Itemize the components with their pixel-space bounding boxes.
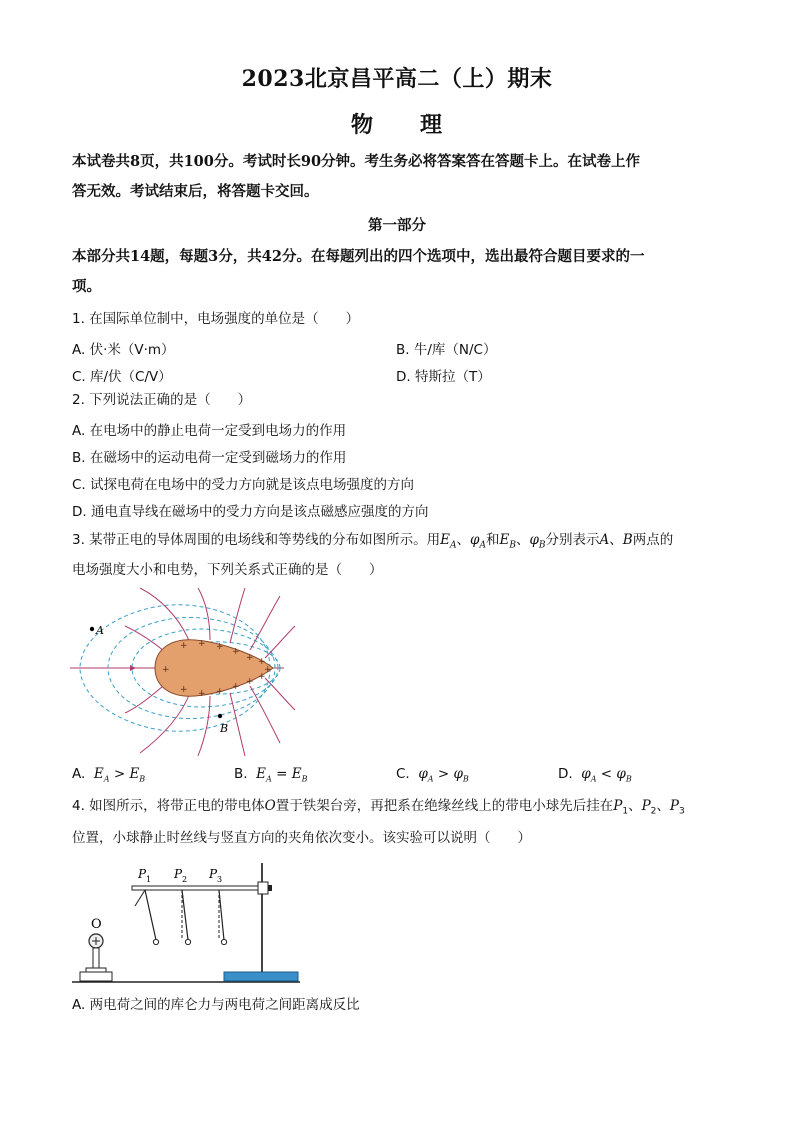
charged-conductor: [155, 640, 273, 696]
instructions-line-2: 答无效。考试结束后，将答题卡交回。: [72, 183, 319, 200]
question-3-stem: 3. 某带正电的导体周围的电场线和等势线的分布如图所示。用$E_A$、$\varphi_A$和$E_B$、$\varphi_B$分别表示A、B两点的: [72, 532, 674, 551]
svg-text:2: 2: [182, 875, 188, 884]
crossbar: [132, 886, 262, 890]
p2-label: P: [174, 867, 183, 881]
question-2-option-b: B. 在磁场中的运动电荷一定受到磁场力的作用: [72, 450, 347, 466]
q3-phi-b: $\varphi_B$: [529, 532, 546, 551]
point-a: [90, 627, 94, 631]
p1-label: P: [138, 867, 147, 881]
question-3-option-c: C. $\varphi_A > \varphi_B$: [396, 766, 469, 784]
question-4-stem-line-2: 位置，小球静止时丝线与竖直方向的夹角依次变小。该实验可以说明（ ）: [72, 830, 531, 846]
part-1-description: [72, 242, 722, 302]
q3-stem-part-a: 3. 某带正电的导体周围的电场线和等势线的分布如图所示。用: [72, 532, 441, 548]
field-line: [140, 693, 190, 753]
question-1-option-a: A. 伏·米（V·m）: [72, 342, 175, 358]
ball-p1: [153, 939, 158, 944]
thread-p2: [182, 890, 188, 940]
question-1-option-c: C. 库/伏（C/V）: [72, 369, 172, 385]
question-2-option-c: C. 试探电荷在电场中的受力方向就是该点电场强度的方向: [72, 477, 415, 493]
question-3-option-b: B. $E_A = E_B$: [234, 766, 308, 784]
question-1-stem: 1. 在国际单位制中，电场强度的单位是（ ）: [72, 311, 360, 327]
field-arrow: [130, 665, 136, 671]
field-line: [250, 686, 280, 743]
q3-phi-a: $\varphi_A$: [470, 532, 486, 551]
svg-text:+: +: [258, 657, 266, 667]
part-1-heading: 第一部分: [368, 217, 426, 234]
question-4-option-a: A. 两电荷之间的库仑力与两电荷之间距离成反比: [72, 997, 360, 1013]
point-b: [218, 714, 222, 718]
svg-text:+: +: [198, 639, 206, 649]
electric-field-figure: [70, 588, 300, 758]
svg-text:+: +: [216, 687, 224, 697]
question-4-stem: 4. 如图所示，将带正电的带电体O置于铁架台旁，再把系在绝缘丝线上的带电小球先后挂在$P_1$、$P_2$、$P_3$: [72, 798, 685, 817]
question-2-stem: 2. 下列说法正确的是（ ）: [72, 392, 252, 408]
svg-text:+: +: [162, 665, 170, 675]
question-3-option-a: A. $E_A > E_B$: [72, 766, 146, 784]
svg-text:+: +: [264, 665, 272, 675]
question-1-option-b: B. 牛/库（N/C）: [396, 342, 497, 358]
question-1-option-d: D. 特斯拉（T）: [396, 369, 491, 385]
dashed-vertical: [135, 890, 145, 906]
field-line: [230, 588, 245, 643]
q3-eb: $E_B$: [499, 532, 516, 551]
question-2-option-d: D. 通电直导线在磁场中的受力方向是该点磁感应强度的方向: [72, 504, 429, 520]
ball-p2: [185, 939, 190, 944]
svg-text:+: +: [180, 685, 188, 695]
thread-p3: [219, 890, 224, 940]
ball-p3: [221, 939, 226, 944]
svg-text:+: +: [232, 647, 240, 657]
svg-text:1: 1: [146, 875, 152, 884]
instructions: [72, 147, 722, 207]
field-line: [198, 696, 210, 756]
coulomb-experiment-figure: [72, 858, 304, 986]
exam-title: 2023北京昌平高二（上）期末: [241, 66, 553, 92]
field-line: [265, 678, 295, 710]
svg-text:+: +: [216, 642, 224, 652]
question-2-option-a: A. 在电场中的静止电荷一定受到电场力的作用: [72, 423, 347, 439]
question-3-stem-line-2: 电场强度大小和电势，下列关系式正确的是（ ）: [72, 562, 383, 578]
subject-title: 物 理: [350, 112, 443, 138]
svg-text:3: 3: [217, 875, 223, 884]
part-1-desc-line-1: 本部分共14题，每题3分，共42分。在每题列出的四个选项中，选出最符合题目要求的一: [72, 248, 645, 265]
iron-stand-base: [224, 972, 298, 981]
field-line: [250, 596, 280, 650]
point-a-label: A: [96, 624, 104, 637]
charged-body-label: O: [91, 917, 102, 932]
insulating-stand: [93, 948, 99, 968]
question-3-option-d: D. $\varphi_A < \varphi_B$: [558, 766, 632, 784]
svg-text:+: +: [180, 641, 188, 651]
instructions-line-1: 本试卷共8页，共100分。考试时长90分钟。考生务必将答案答在答题卡上。在试卷上作: [72, 153, 641, 170]
part-1-desc-line-2: 项。: [72, 278, 101, 295]
field-line: [198, 588, 210, 640]
p3-label: P: [209, 867, 218, 881]
svg-text:+: +: [258, 672, 266, 682]
svg-text:+: +: [198, 689, 206, 699]
point-b-label: B: [220, 722, 229, 735]
clamp: [258, 882, 268, 894]
svg-text:+: +: [246, 653, 254, 663]
stand-base: [80, 972, 112, 981]
field-line: [265, 626, 295, 658]
q3-ea: $E_A$: [440, 532, 457, 551]
svg-text:+: +: [232, 682, 240, 692]
svg-text:+: +: [246, 677, 254, 687]
thread-p1: [145, 890, 156, 940]
